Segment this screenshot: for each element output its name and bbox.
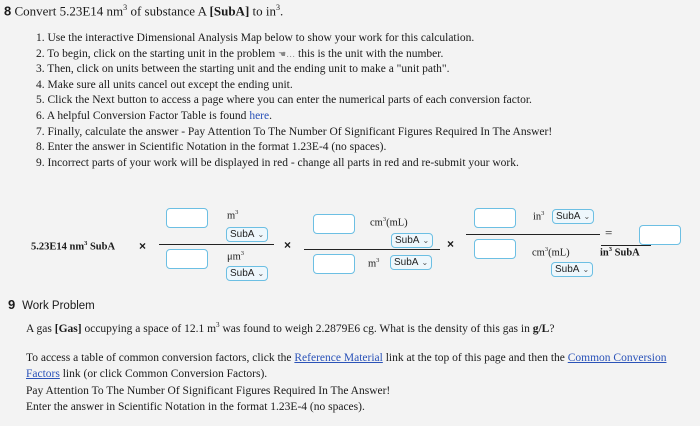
p1-a: A gas [26,322,55,335]
f2-den-sup: 3 [376,257,380,264]
factor2-fraction-bar [304,249,440,250]
title-substance: [SubA] [209,3,250,19]
instruction-6 [36,109,552,125]
factor1-numerator-input[interactable] [166,208,208,228]
reference-material-link[interactable]: Reference Material [294,352,383,364]
title-end: to in [249,3,277,19]
p1-end: ? [549,322,555,335]
f1-num-sup: 3 [235,209,239,216]
factor3-denominator-unit [532,246,570,259]
factor3-numerator-input[interactable] [474,208,516,228]
f1-num-sel-label: SubA [230,229,255,240]
instruction-2-text: 2. To begin, click on the starting unit in the problem [36,47,276,60]
times-symbol-3: × [447,237,455,251]
instruction-3: 3. Then, click on units between the starting unit and the ending unit to make a "unit path". [36,63,450,76]
answer-input[interactable] [639,225,681,245]
reference-instructions [26,351,690,382]
factors-link[interactable]: Factors [26,367,60,380]
f3-den-sel-label: SubA [555,264,580,275]
factor2-denominator-unit [368,257,379,270]
p2-b: link at the top of this page and then the [382,352,568,364]
title-sup: 3 [123,3,128,12]
factor2-denominator-input[interactable] [313,254,355,274]
sci-notation-note: Enter the answer in Scientific Notation in the format 1.23E-4 (no spaces). [26,401,365,413]
factor1-denominator-unit [227,250,244,263]
f2-den-unit: m [368,258,377,270]
factor2-denominator-substance-select[interactable] [390,255,432,270]
p1-unit: g/L [532,322,550,335]
title-end-sup: 3 [276,3,281,12]
hand-cursor-icon: ☚… [278,48,296,59]
title-period: . [280,3,284,19]
chevron-down-icon: ⌄ [422,236,430,245]
factor2-numerator-input[interactable] [313,214,355,234]
factor3-fraction-bar [466,234,600,235]
result-sup: 3 [608,246,613,253]
question-number: 8 [4,3,12,19]
p1-sup: 3 [216,321,220,329]
instruction-6-text: 6. A helpful Conversion Factor Table is found [36,109,250,122]
p1-gas: [Gas] [54,322,82,335]
f3-num-sel-label: SubA [556,211,581,222]
conversion-table-link[interactable]: here [249,109,270,122]
chevron-down-icon: ⌄ [421,258,429,267]
work-problem-heading: Work Problem [22,300,95,312]
instructions-list [36,31,552,171]
factor3-denominator-substance-select[interactable] [551,262,593,277]
title-start: Convert 5.23E14 nm [14,3,124,19]
times-symbol-1: × [139,239,147,253]
instruction-6-suffix: . [269,109,272,122]
result-unit-text: in [600,247,609,259]
factor2-numerator-unit [370,216,408,229]
p1-c: was found to weigh 2.2879E6 cg. What is the density of this gas in [219,322,533,335]
p1-b: occupying a space of 12.1 m [81,322,217,335]
f2-num-unit-suffix: (mL) [386,217,408,229]
factor3-numerator-substance-select[interactable] [552,209,594,224]
start-sup: 3 [84,240,88,247]
factor3-denominator-input[interactable] [474,239,516,259]
instruction-7: 7. Finally, calculate the answer - Pay Attention To The Number Of Significant Figures Required In The Answer! [36,125,553,138]
chevron-down-icon: ⌄ [257,269,265,278]
f2-num-sup: 3 [382,216,387,223]
question-8-title [4,3,283,19]
question-9-header [8,297,95,312]
result-substance: SubA [612,247,640,259]
f2-num-unit: cm [370,217,383,229]
start-substance: SubA [87,241,116,253]
equals-symbol: = [605,225,613,240]
instruction-8: 8. Enter the answer in Scientific Notation in the format 1.23E-4 (no spaces). [36,141,387,154]
title-mid: of substance A [127,3,210,19]
factor1-denominator-substance-select[interactable] [226,266,268,281]
work-problem-statement [26,318,554,337]
f2-den-sel-label: SubA [394,257,419,268]
common-conversion-link[interactable]: Common Conversion [567,352,667,364]
instruction-5: 5. Click the Next button to access a page where you can enter the numerical parts of each conversion factor. [36,94,532,107]
f3-den-unit-suffix: (mL) [548,247,570,259]
f1-num-unit: m [227,210,236,222]
instruction-9: 9. Incorrect parts of your work will be displayed in red - change all parts in red and re-submit your work. [36,156,519,169]
chevron-down-icon: ⌄ [582,265,590,274]
f3-den-sup: 3 [544,246,549,253]
factor1-fraction-bar [159,244,274,245]
start-value: 5.23E14 nm [31,241,85,253]
result-unit [600,246,640,259]
f2-num-sel-label: SubA [395,235,420,246]
f3-den-unit: cm [532,247,545,259]
chevron-down-icon: ⌄ [257,230,265,239]
f3-num-unit: in [533,211,542,223]
p2-a: To access a table of common conversion factors, click the [26,352,295,364]
instruction-1: 1. Use the interactive Dimensional Analysis Map below to show your work for this calculation. [36,32,475,44]
instruction-2 [36,47,552,63]
f3-num-sup: 3 [541,210,545,217]
factor3-numerator-unit [533,210,544,223]
starting-quantity[interactable] [31,240,115,253]
sig-figs-note: Pay Attention To The Number Of Significant Figures Required In The Answer! [26,385,391,397]
instruction-4: 4. Make sure all units cancel out except the ending unit. [36,78,293,91]
factor1-denominator-input[interactable] [166,249,208,269]
factor1-numerator-substance-select[interactable] [226,227,268,242]
question-number: 9 [8,297,16,312]
p2-c: link (or click Common Conversion Factors). [59,367,268,380]
factor2-numerator-substance-select[interactable] [391,233,433,248]
factor1-numerator-unit [227,209,238,222]
f1-den-unit: μm [227,251,241,263]
times-symbol-2: × [284,238,292,252]
instruction-2-tail: this is the unit with the number. [298,47,444,60]
chevron-down-icon: ⌄ [583,212,591,221]
f1-den-sup: 3 [240,250,245,257]
f1-den-sel-label: SubA [230,268,255,279]
